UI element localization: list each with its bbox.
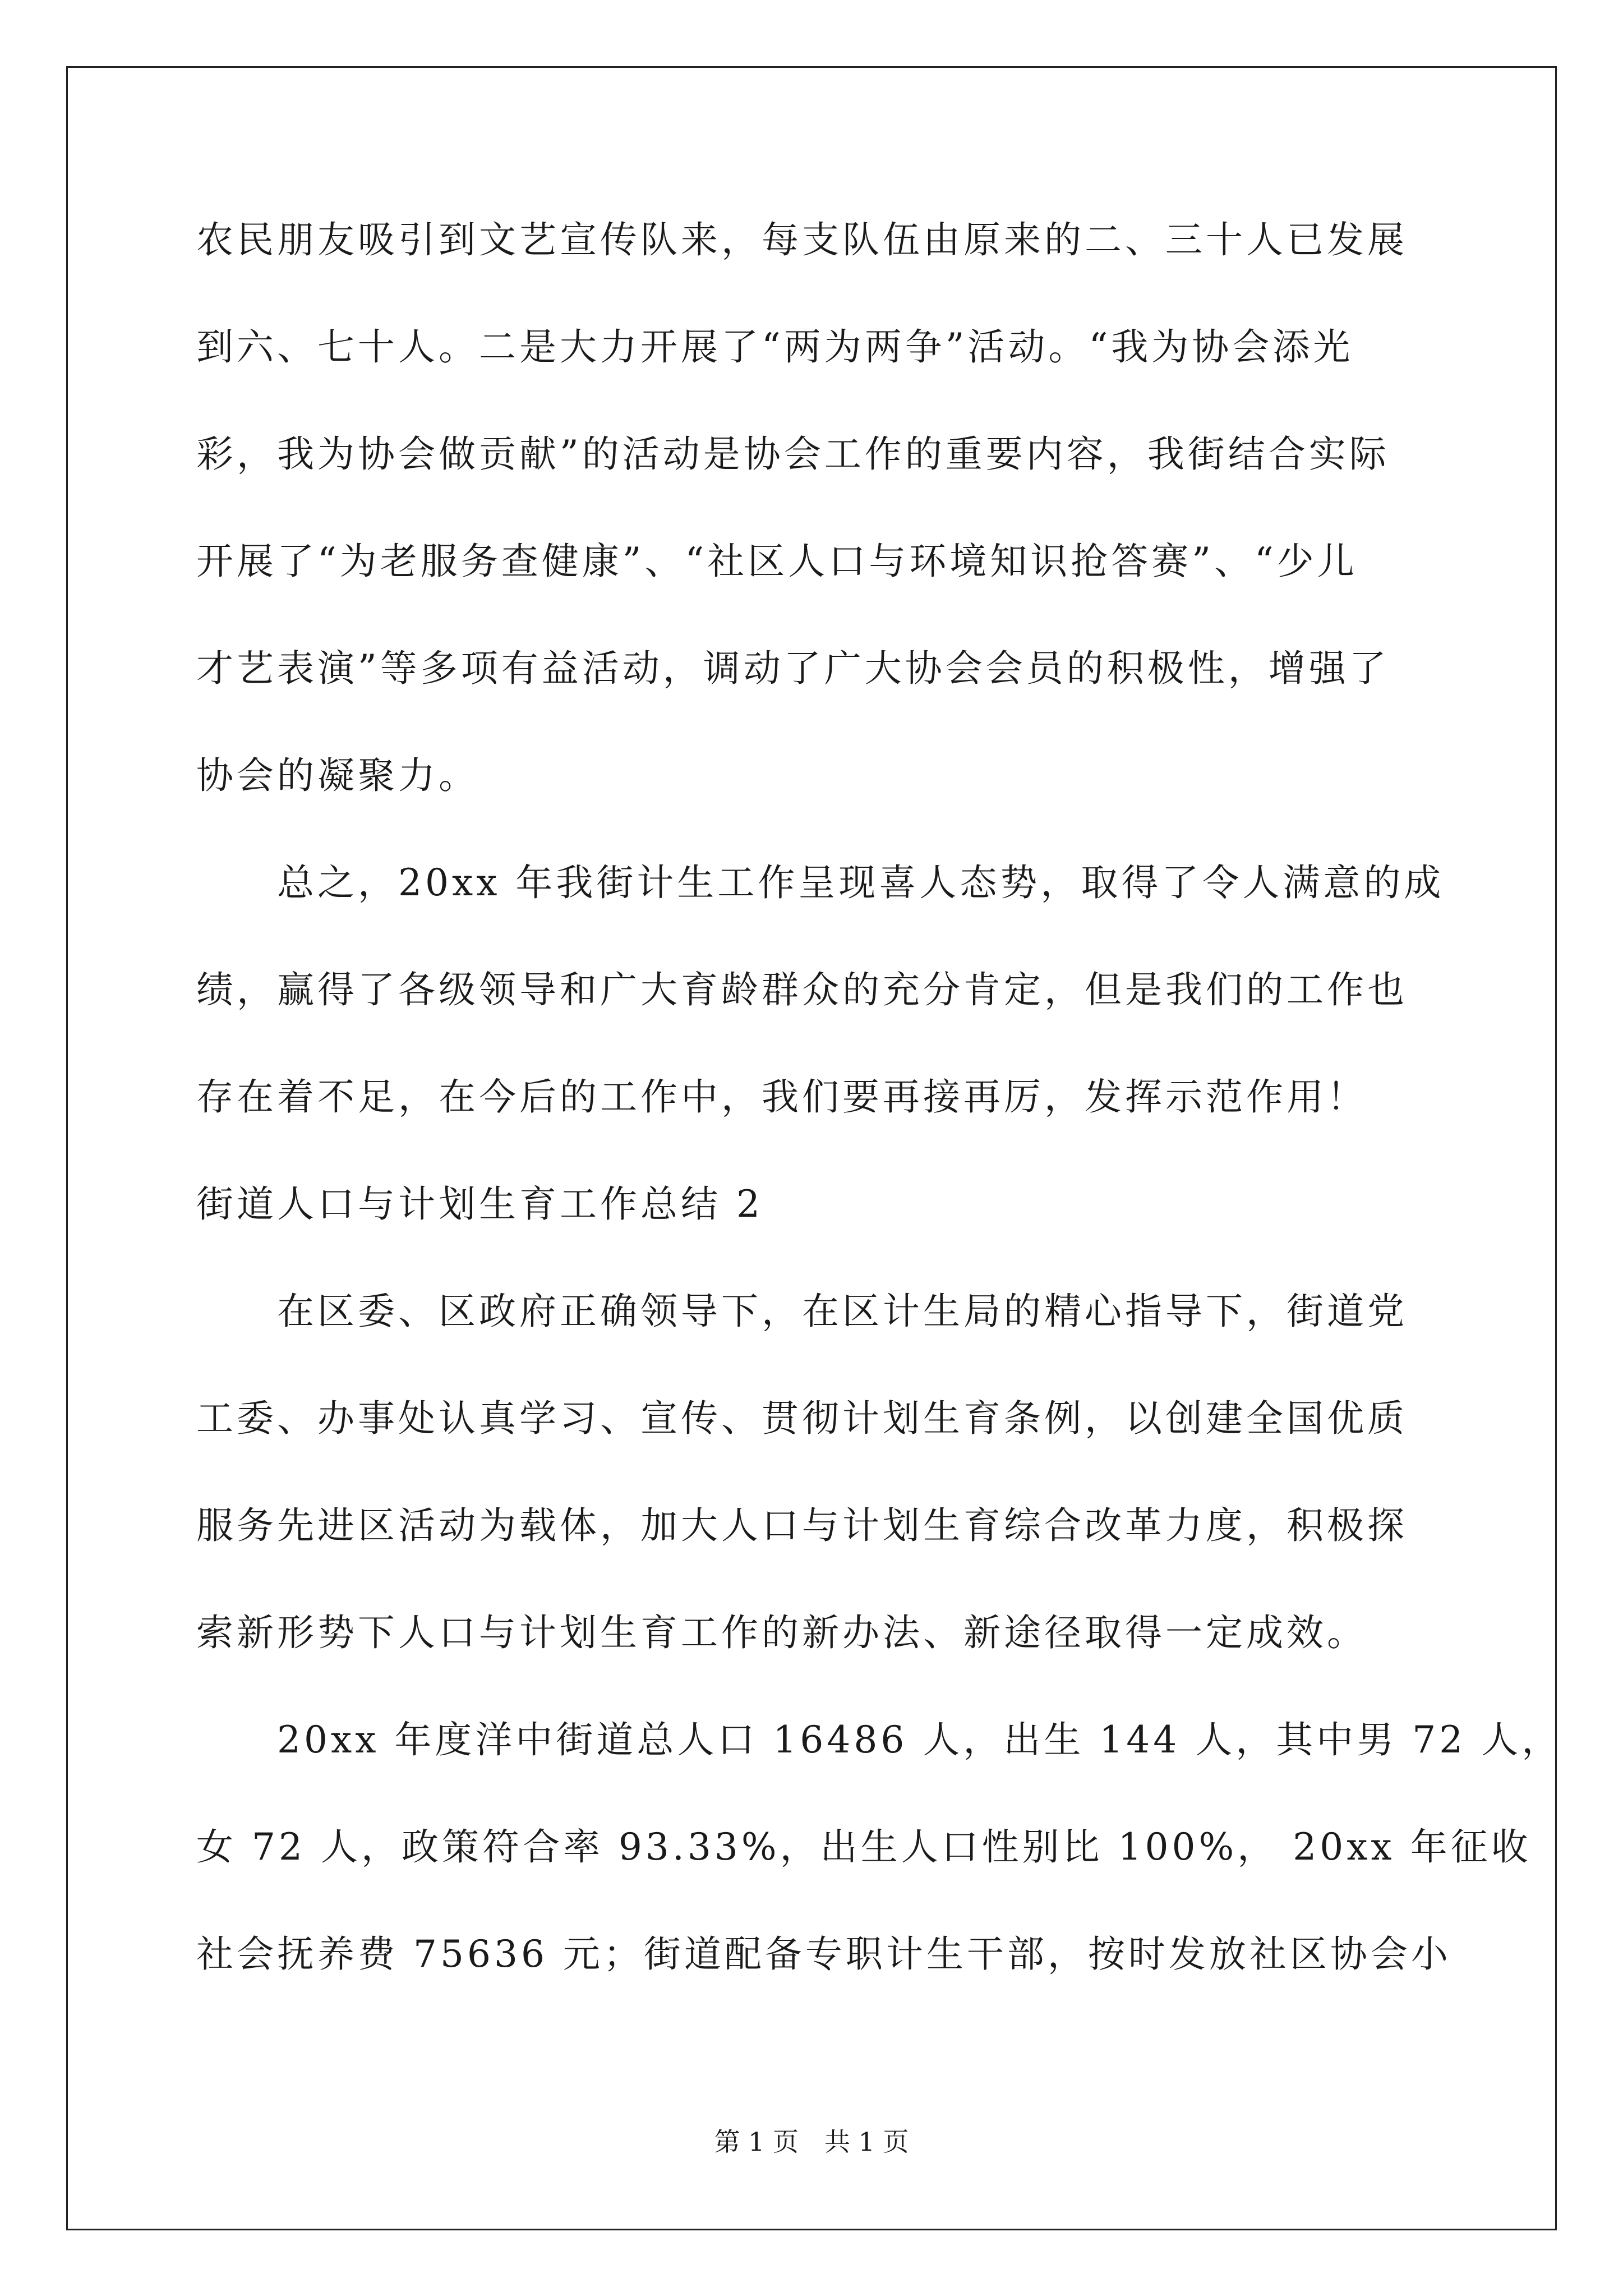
- text-line: 存在着不足，在今后的工作中，我们要再接再厉，发挥示范作用！: [196, 1075, 1367, 1119]
- text-line: 20xx 年度洋中街道总人口 16486 人，出生 144 人，其中男 72 人，: [196, 1718, 1562, 1761]
- page-number-footer: 第 1 页 共 1 页: [714, 2127, 909, 2157]
- text-line: 彩，我为协会做贡献”的活动是协会工作的重要内容，我街结合实际: [196, 432, 1390, 476]
- page-border: [66, 66, 1557, 2230]
- text-line: 在区委、区政府正确领导下，在区计生局的精心指导下，街道党: [196, 1290, 1408, 1333]
- text-line: 才艺表演”等多项有益活动，调动了广大协会会员的积极性，增强了: [196, 647, 1390, 690]
- text-line: 工委、办事处认真学习、宣传、贯彻计划生育条例，以创建全国优质: [196, 1397, 1408, 1440]
- text-line: 总之，20xx 年我街计生工作呈现喜人态势，取得了令人满意的成: [196, 861, 1445, 904]
- text-line: 绩，赢得了各级领导和广大育龄群众的充分肯定，但是我们的工作也: [196, 968, 1408, 1011]
- text-line: 服务先进区活动为载体，加大人口与计划生育综合改革力度，积极探: [196, 1504, 1408, 1547]
- section-heading: 街道人口与计划生育工作总结 2: [196, 1182, 763, 1226]
- text-line: 索新形势下人口与计划生育工作的新办法、新途径取得一定成效。: [196, 1611, 1367, 1654]
- text-line: 女 72 人，政策符合率 93.33%，出生人口性别比 100%， 20xx 年征收: [196, 1825, 1532, 1869]
- text-line: 农民朋友吸引到文艺宣传队来，每支队伍由原来的二、三十人已发展: [196, 218, 1408, 261]
- text-line: 协会的凝聚力。: [196, 754, 479, 797]
- text-line: 开展了“为老服务查健康”、“社区人口与环境知识抢答赛”、“少儿: [196, 540, 1358, 583]
- text-line: 到六、七十人。二是大力开展了“两为两争”活动。“我为协会添光: [196, 325, 1354, 369]
- text-line: 社会抚养费 75636 元；街道配备专职计生干部，按时发放社区协会小: [196, 1932, 1451, 1976]
